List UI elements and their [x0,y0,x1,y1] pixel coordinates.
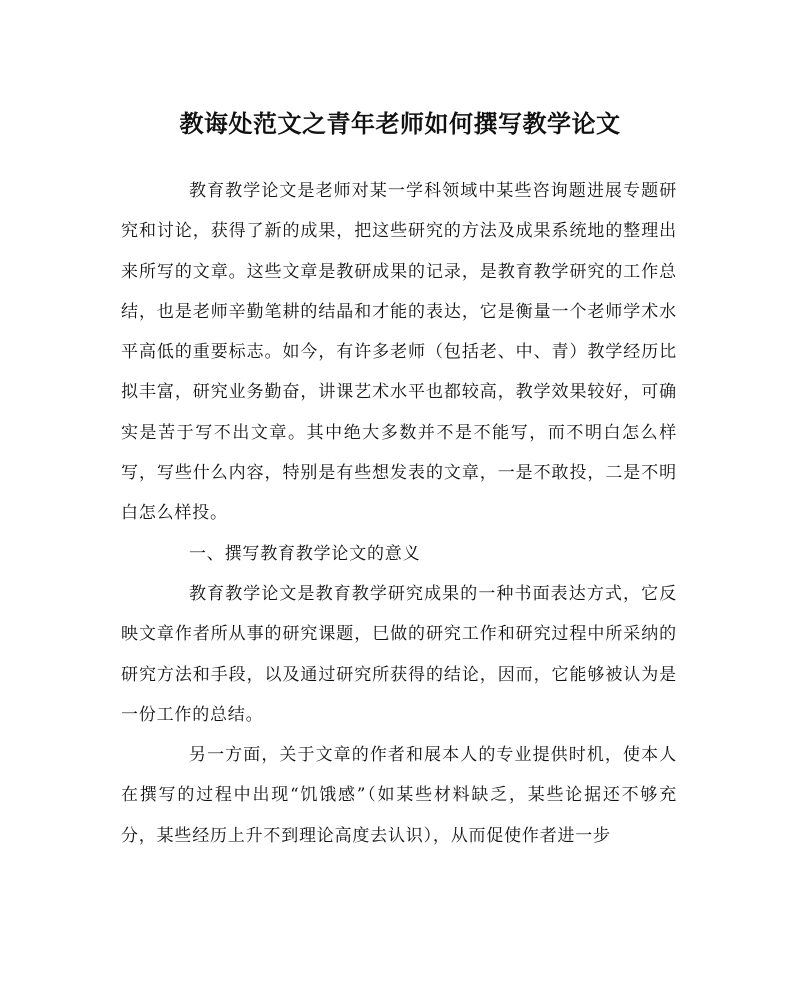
section-paragraph-1: 教育教学论文是教育教学研究成果的一种书面表达方式，它反映文章作者所从事的研究课题，巳做的研究工作和研究过程中所采纳的研究方法和手段，以及通过研究所获得的结论，因而，它能够被认为是一份工作的总结。 [121,583,677,725]
section-heading: 一、撰写教育教学论文的意义 [189,543,421,564]
document-body [121,171,677,856]
document-title: 教诲处范文之青年老师如何撰写教学论文 [179,110,621,138]
section-paragraph-2: 另一方面，关于文章的作者和展本人的专业提供时机，使本人在撰写的过程中出现“饥饿感”（如某些材料缺乏，某些论据还不够充分，某些经历上升不到理论高度去认识），从而促使作者进一步 [121,745,677,846]
intro-paragraph: 教育教学论文是老师对某一学科领域中某些咨询题进展专题研究和讨论，获得了新的成果，把这些研究的方法及成果系统地的整理出来所写的文章。这些文章是教研成果的记录，是教育教学研究的工作总结，也是老师辛勤笔耕的结晶和才能的表达，它是衡量一个老师学术水平高低的重要标志。如今，有许多老师（包括老、中、青）教学经历比拟丰富，研究业务勤奋，讲课艺术水平也都较高，教学效果较好，可确实是苦于写不出文章。其中绝大多数并不是不能写，而不明白怎么样写，写些什么内容，特别是有些想发表的文章，一是不敢投，二是不明白怎么样投。 [121,181,677,524]
